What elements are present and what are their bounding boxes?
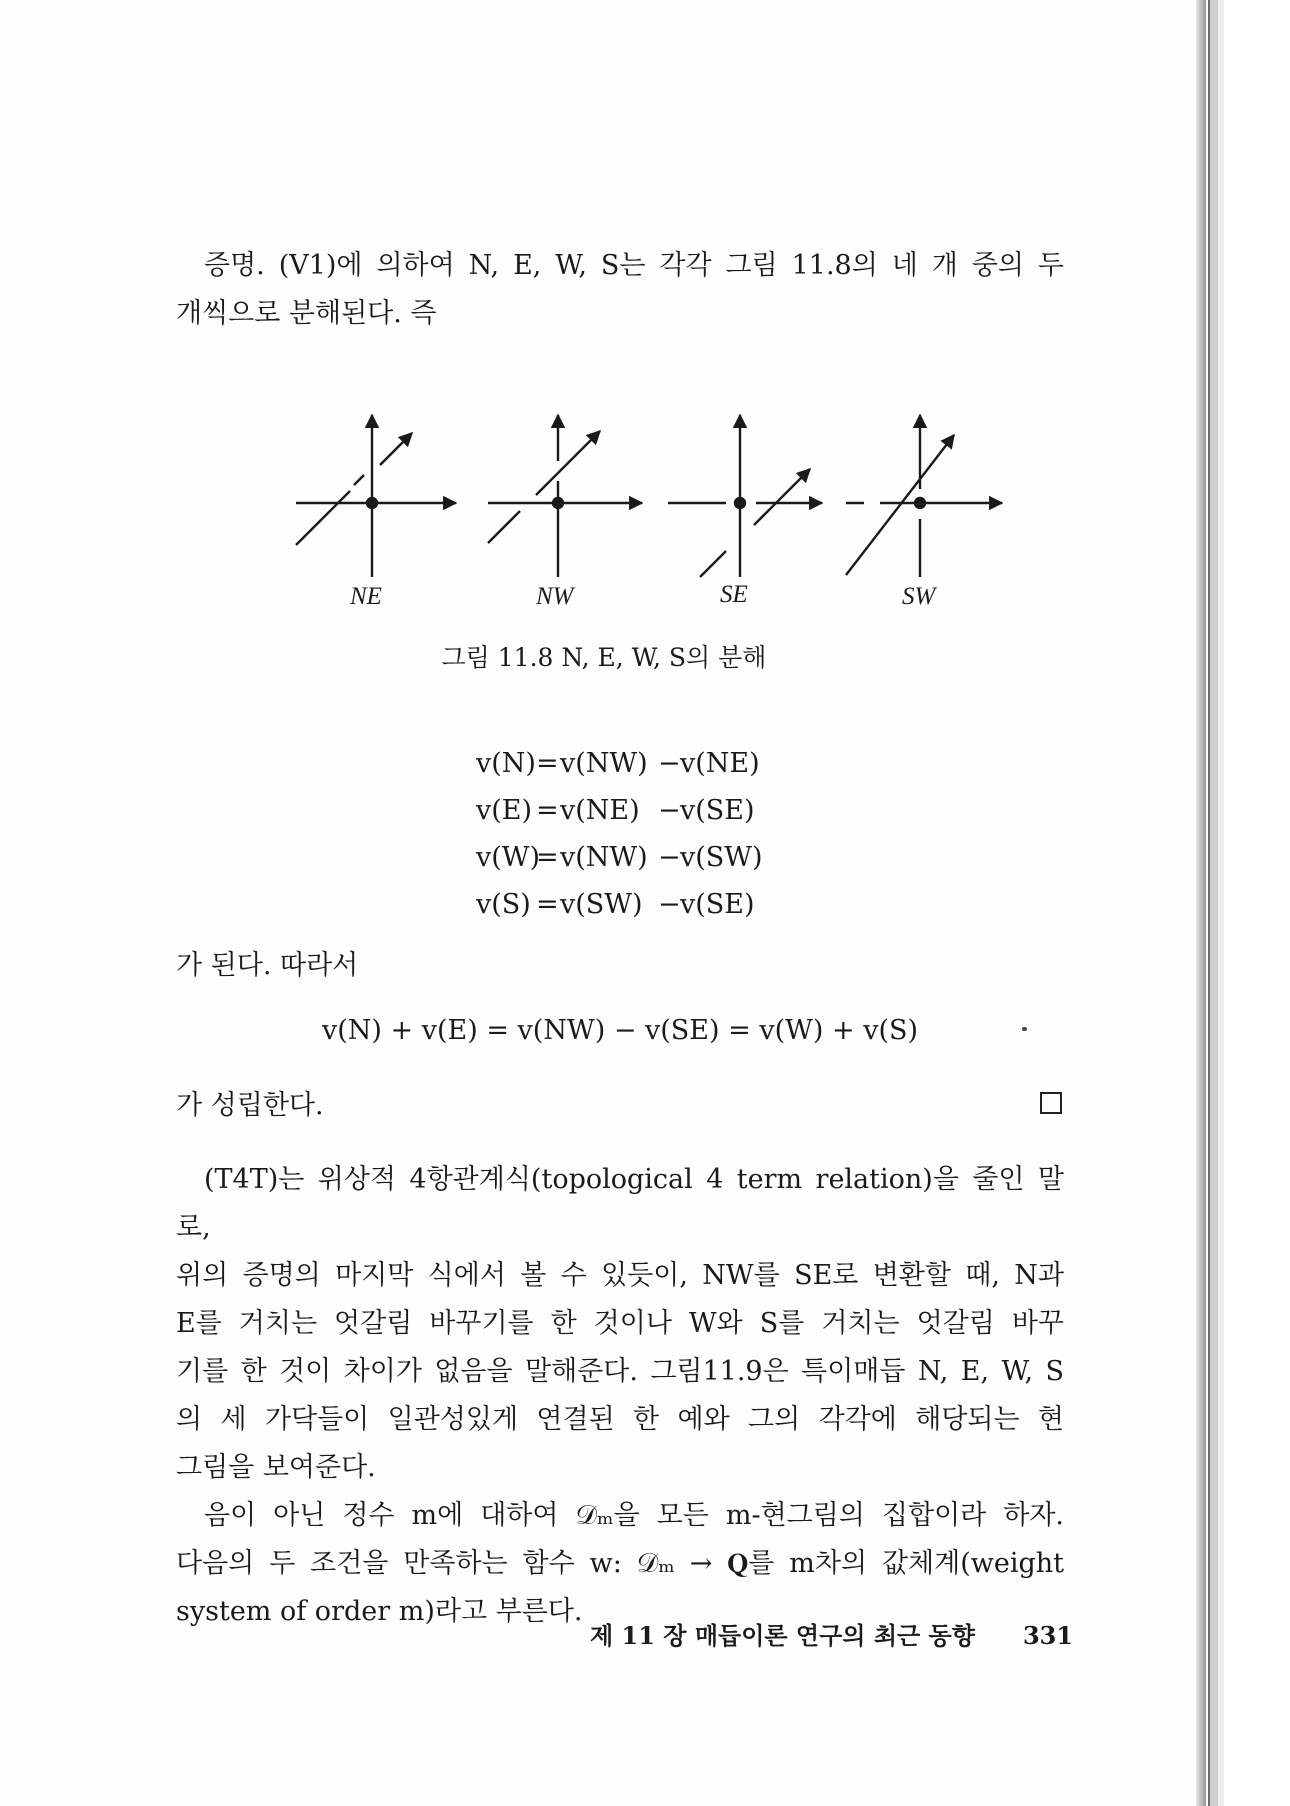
equation-row <box>476 834 780 881</box>
text-line: 기를 한 것이 차이가 없음을 말해준다. 그림11.9은 특이매듭 N, E, W, S <box>176 1356 1064 1387</box>
text-line: 증명. (V1)에 의하여 N, E, W, S는 각각 그림 11.8의 네 개 중의 두 <box>204 250 1064 281</box>
eq-sign: = <box>536 795 559 826</box>
stray-mark <box>1022 1027 1027 1031</box>
eq-term-a: v(NW) <box>560 842 648 873</box>
text-line: 그림을 보여준다. <box>176 1452 376 1483</box>
eq-lhs: v(S) <box>476 889 531 920</box>
equation-block <box>476 740 780 928</box>
text-line: system of order m)라고 부른다. <box>176 1596 583 1627</box>
eq-sign: = <box>536 842 559 873</box>
eq-term-a: v(NW) <box>560 748 648 779</box>
eq-term-b: v(SE) <box>680 795 755 826</box>
main-equation: v(N) + v(E) = v(NW) − v(SE) = v(W) + v(S) <box>321 1015 919 1046</box>
page-spine-edge <box>1196 0 1206 1806</box>
equation-row <box>476 740 780 787</box>
eq-term-b: v(NE) <box>680 748 760 779</box>
text-line: (T4T)는 위상적 4항관계식(topological 4 term relation)을 줄인 말로, <box>176 1164 1064 1243</box>
after-equation-text: 가 된다. 따라서 <box>176 950 359 981</box>
eq-operator: − <box>658 748 681 779</box>
figure-label-se: SE <box>720 581 748 608</box>
figure-label-ne: NE <box>350 583 382 610</box>
equation-row <box>476 881 780 928</box>
text-line: 음이 아닌 정수 m에 대하여 𝒟ₘ을 모든 m-현그림의 집합이라 하자. <box>204 1500 1064 1531</box>
eq-term-b: v(SE) <box>680 889 755 920</box>
diagram-nw <box>488 415 642 577</box>
page-number: 331 <box>1022 1621 1074 1650</box>
text-line: 개씩으로 분해된다. 즉 <box>176 298 437 329</box>
eq-sign: = <box>536 889 559 920</box>
text-line: 다음의 두 조건을 만족하는 함수 w: 𝒟ₘ → 𝐐를 m차의 값체계(weight <box>176 1548 1064 1579</box>
eq-lhs: v(E) <box>476 795 533 826</box>
figure-label-nw: NW <box>536 583 574 610</box>
eq-term-b: v(SW) <box>680 842 763 873</box>
diagram-se <box>668 415 822 577</box>
paragraph-t4t <box>176 1156 1064 1636</box>
qed-box-icon <box>1040 1092 1062 1114</box>
conclusion-text: 가 성립한다. <box>176 1090 324 1121</box>
eq-operator: − <box>658 795 681 826</box>
eq-sign: = <box>536 748 559 779</box>
text-line: 위의 증명의 마지막 식에서 볼 수 있듯이, NW를 SE로 변환할 때, N과 <box>176 1260 1064 1291</box>
chapter-title: 제 11 장 매듭이론 연구의 최근 동향 <box>590 1621 975 1650</box>
figure-caption: 그림 11.8 N, E, W, S의 분해 <box>441 643 767 672</box>
eq-operator: − <box>658 842 681 873</box>
text-line: E를 거치는 엇갈림 바꾸기를 한 것이나 W와 S를 거치는 엇갈림 바꾸 <box>176 1308 1064 1339</box>
eq-term-a: v(SW) <box>560 889 643 920</box>
eq-operator: − <box>658 889 681 920</box>
equation-row <box>476 787 780 834</box>
diagram-ne <box>296 415 456 577</box>
figure-label-sw: SW <box>902 583 936 610</box>
page-footer <box>590 1616 1073 1651</box>
diagram-sw <box>846 415 1002 577</box>
eq-lhs: v(W) <box>476 842 541 873</box>
text-line: 의 세 가닥들이 일관성있게 연결된 한 예와 그의 각각에 해당되는 현 <box>176 1404 1064 1435</box>
crossing-resolution-figure <box>0 395 1208 625</box>
eq-term-a: v(NE) <box>560 795 640 826</box>
eq-lhs: v(N) <box>476 748 536 779</box>
intro-paragraph <box>176 242 1064 338</box>
